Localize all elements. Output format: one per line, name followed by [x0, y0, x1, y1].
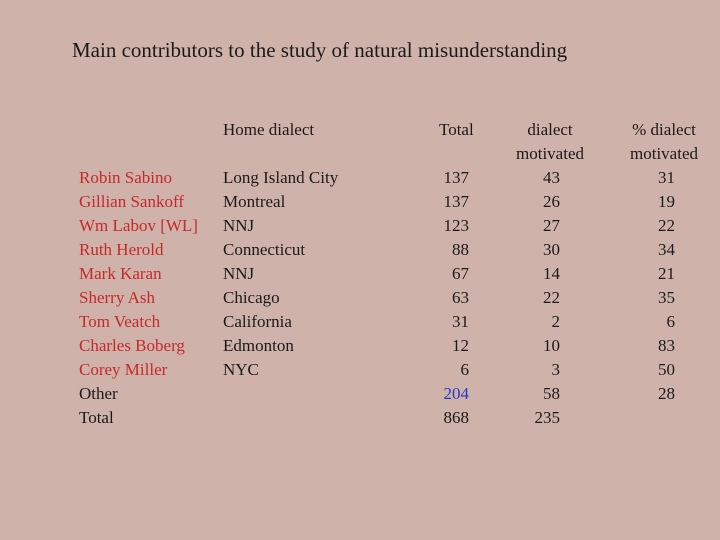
names-column — [79, 166, 198, 430]
table-row-name: Charles Boberg — [79, 336, 185, 355]
table-row-dialect: 14 — [543, 264, 560, 283]
table-row-pct: 21 — [658, 264, 675, 283]
pct-dialect-column — [625, 166, 675, 406]
table-row-total: 137 — [443, 192, 469, 211]
table-row-dialect: 26 — [543, 192, 560, 211]
table-row-home: Connecticut — [223, 240, 306, 259]
table-row-name: Sherry Ash — [79, 288, 156, 307]
table-row-pct: 28 — [658, 384, 675, 403]
table-row-pct: 22 — [658, 216, 675, 235]
table-row-total: 12 — [452, 336, 469, 355]
table-row-home: Edmonton — [223, 336, 294, 355]
header-pct-dialect-motivated: % dialect motivated — [630, 120, 698, 163]
table-row-dialect: 27 — [543, 216, 560, 235]
table-row-pct: 83 — [658, 336, 675, 355]
table-row-home: NNJ — [223, 264, 255, 283]
table-row-home: NYC — [223, 360, 259, 379]
header-home-dialect: Home dialect — [223, 120, 315, 139]
table-row-total: 137 — [443, 168, 469, 187]
table-row-name: Mark Karan — [79, 264, 162, 283]
table-row-name: Gillian Sankoff — [79, 192, 184, 211]
table-row-dialect: 10 — [543, 336, 560, 355]
table-row-pct: 19 — [658, 192, 675, 211]
table-row-name: Wm Labov [WL] — [79, 216, 198, 235]
table-row-total: 868 — [443, 408, 469, 427]
total-column — [420, 166, 469, 430]
table-row-dialect: 235 — [534, 408, 560, 427]
table-row-home: California — [223, 312, 292, 331]
table-row-pct: 6 — [666, 312, 675, 331]
table-row-total: 67 — [452, 264, 469, 283]
table-row-pct: 50 — [658, 360, 675, 379]
dialect-motivated-column — [510, 166, 560, 430]
table-row-name: Robin Sabino — [79, 168, 173, 187]
table-row-pct: 31 — [658, 168, 675, 187]
table-row-name: Other — [79, 384, 118, 403]
table-row-dialect: 58 — [543, 384, 560, 403]
table-row-name: Ruth Herold — [79, 240, 164, 259]
page-title: Main contributors to the study of natural misunderstanding — [72, 38, 568, 62]
table-row-pct: 35 — [658, 288, 675, 307]
table-row-total: 63 — [452, 288, 469, 307]
table-row-name: Total — [79, 408, 114, 427]
table-row-total: 88 — [452, 240, 469, 259]
table-row-total: 6 — [460, 360, 469, 379]
table-row-home: Montreal — [223, 192, 286, 211]
table-row-name: Tom Veatch — [79, 312, 161, 331]
table-row-home: Chicago — [223, 288, 280, 307]
table-row-home: Long Island City — [223, 168, 339, 187]
table-row-dialect: 2 — [551, 312, 560, 331]
table-row-name: Corey Miller — [79, 360, 168, 379]
table-row-pct: 34 — [658, 240, 675, 259]
header-total: Total — [439, 120, 474, 139]
table-row-home: NNJ — [223, 216, 255, 235]
table-row-dialect: 43 — [543, 168, 560, 187]
header-dialect-motivated: dialect motivated — [516, 120, 584, 163]
home-dialect-column — [223, 166, 338, 382]
table-row-dialect: 22 — [543, 288, 560, 307]
table-row-total: 204 — [443, 384, 469, 403]
table-row-total: 123 — [443, 216, 469, 235]
table-row-dialect: 3 — [551, 360, 560, 379]
table-row-total: 31 — [452, 312, 469, 331]
table-row-dialect: 30 — [543, 240, 560, 259]
